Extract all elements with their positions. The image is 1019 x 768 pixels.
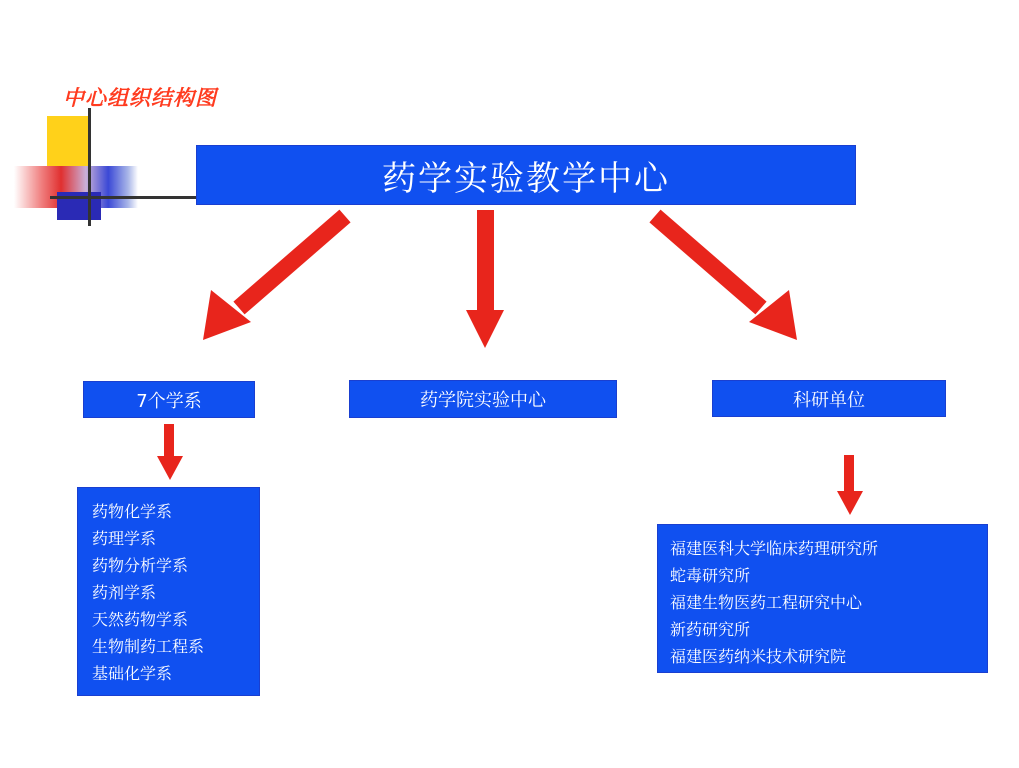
list-item: 新药研究所 [670, 620, 751, 639]
lab-center-node [349, 380, 617, 418]
decor-horizontal-line [50, 196, 202, 199]
list-item: 药剂学系 [92, 583, 157, 602]
slide-heading: 中心组织结构图 [63, 86, 217, 110]
root-node [196, 145, 856, 205]
root-node-label: 药学实验教学中心 [382, 158, 670, 199]
list-item: 福建医科大学临床药理研究所 [670, 539, 879, 558]
lab-center-node-label: 药学院实验中心 [420, 390, 546, 411]
list-item: 基础化学系 [92, 664, 173, 683]
research-list-box [657, 524, 988, 673]
arrow-departments-to-list [155, 424, 185, 482]
list-item: 药物化学系 [92, 502, 173, 521]
arrow-root-to-departments [195, 212, 355, 344]
arrow-root-to-research [645, 212, 805, 344]
departments-list-box [77, 487, 260, 696]
list-item: 药物分析学系 [92, 556, 189, 575]
research-node-label: 科研单位 [793, 389, 865, 411]
arrow-root-to-lab-center [462, 210, 508, 350]
departments-node [83, 381, 255, 418]
list-item: 生物制药工程系 [92, 637, 205, 656]
list-item: 天然药物学系 [92, 610, 189, 629]
list-item: 药理学系 [92, 529, 157, 548]
list-item: 福建医药纳米技术研究院 [670, 647, 847, 666]
departments-node-label: 7个学系 [136, 390, 202, 412]
decor-vertical-line [88, 108, 91, 226]
list-item: 福建生物医药工程研究中心 [670, 593, 863, 612]
arrow-research-to-list [835, 455, 865, 517]
research-node [712, 380, 946, 417]
list-item: 蛇毒研究所 [670, 566, 751, 585]
